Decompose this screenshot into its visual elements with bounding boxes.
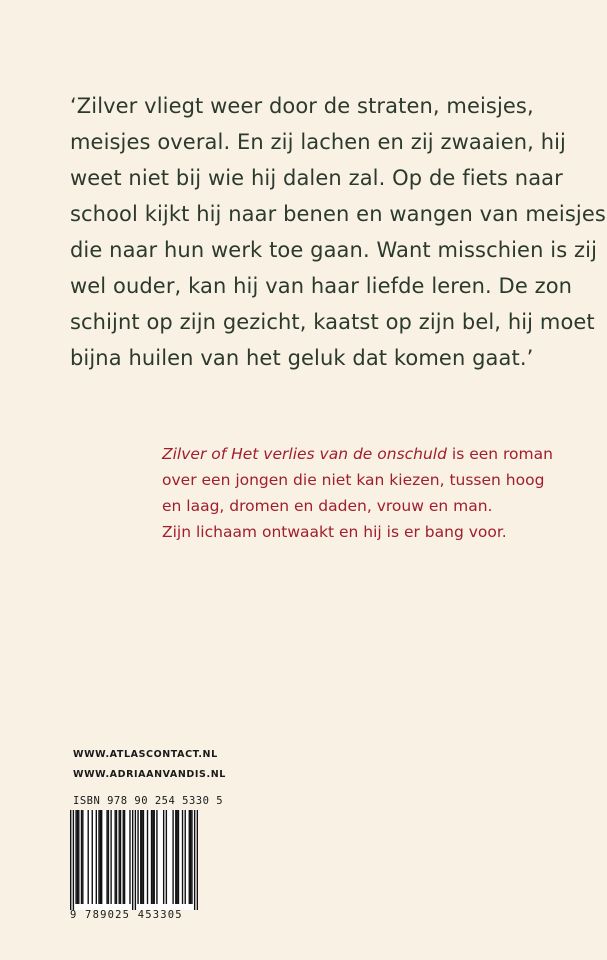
quote-line: bijna huilen van het geluk dat komen gaat.’ <box>70 346 534 370</box>
barcode-bar <box>154 810 155 904</box>
book-title: Zilver of Het verlies van de onschuld <box>162 445 447 463</box>
barcode <box>70 810 198 910</box>
barcode-bar <box>132 810 133 910</box>
barcode-bar <box>194 810 195 910</box>
barcode-bar <box>137 810 138 904</box>
barcode-bar <box>156 810 157 904</box>
barcode-bar <box>116 810 117 904</box>
blurb-line <box>162 441 582 467</box>
barcode-bar <box>108 810 109 904</box>
barcode-bar <box>123 810 124 904</box>
publisher-url: WWW.ATLASCONTACT.NL <box>73 749 218 760</box>
barcode-bar <box>135 810 136 910</box>
barcode-bar <box>96 810 97 904</box>
barcode-bar <box>100 810 101 904</box>
barcode-bar <box>166 810 167 904</box>
barcode-bar <box>101 810 102 904</box>
barcode-bar <box>92 810 93 904</box>
quote-line: weet niet bij wie hij dalen zal. Op de fiets naar <box>70 166 563 190</box>
barcode-bar <box>140 810 141 904</box>
barcode-bar <box>176 810 177 904</box>
blurb-line: Zijn lichaam ontwaakt en hij is er bang voor. <box>162 523 507 541</box>
barcode-bar <box>191 810 192 904</box>
barcode-bar <box>75 810 76 904</box>
barcode-bars <box>70 810 198 910</box>
isbn-label: ISBN 978 90 254 5330 5 <box>73 795 224 807</box>
barcode-bar <box>120 810 121 904</box>
blurb-line-rest: is een roman <box>446 445 553 463</box>
barcode-bar <box>152 810 153 904</box>
quote-line: schijnt op zijn gezicht, kaatst op zijn bel, hij moet <box>70 310 595 334</box>
barcode-bar <box>73 810 74 910</box>
barcode-bar <box>185 810 186 904</box>
barcode-bar <box>151 810 152 904</box>
quote-line: ‘Zilver vliegt weer door de straten, meisjes, <box>70 94 534 118</box>
barcode-bar <box>175 810 176 904</box>
barcode-bar <box>178 810 179 904</box>
ean-number: 9 789025 453305 <box>70 909 183 921</box>
barcode-bar <box>77 810 78 904</box>
barcode-bar <box>129 810 130 904</box>
barcode-bar <box>143 810 144 904</box>
barcode-bar <box>147 810 148 904</box>
barcode-bar <box>190 810 191 904</box>
barcode-bar <box>197 810 198 910</box>
barcode-bar <box>78 810 79 904</box>
publisher-urls <box>73 745 226 785</box>
blurb-line: over een jongen die niet kan kiezen, tussen hoog <box>162 471 545 489</box>
barcode-bar <box>82 810 83 904</box>
barcode-bar <box>98 810 99 904</box>
quote-line: die naar hun werk toe gaan. Want misschien is zij <box>70 238 598 262</box>
barcode-bar <box>110 810 111 904</box>
barcode-bar <box>114 810 115 904</box>
barcode-bar <box>119 810 120 904</box>
book-blurb <box>162 441 582 545</box>
barcode-bar <box>88 810 89 904</box>
barcode-bar <box>182 810 183 904</box>
back-cover-quote <box>70 88 606 376</box>
blurb-line: en laag, dromen en daden, vrouw en man. <box>162 497 493 515</box>
barcode-bar <box>172 810 173 904</box>
barcode-bar <box>189 810 190 904</box>
quote-line: meisjes overal. En zij lachen en zij zwaaien, hij <box>70 130 566 154</box>
quote-line: school kijkt hij naar benen en wangen van meisjes <box>70 202 606 226</box>
quote-line: wel ouder, kan hij van haar liefde leren. De zon <box>70 274 573 298</box>
barcode-bar <box>141 810 142 904</box>
barcode-bar <box>81 810 82 904</box>
barcode-bar <box>124 810 125 904</box>
barcode-bar <box>106 810 107 904</box>
barcode-bar <box>70 810 71 910</box>
author-url: WWW.ADRIAANVANDIS.NL <box>73 769 226 780</box>
barcode-bar <box>163 810 164 904</box>
